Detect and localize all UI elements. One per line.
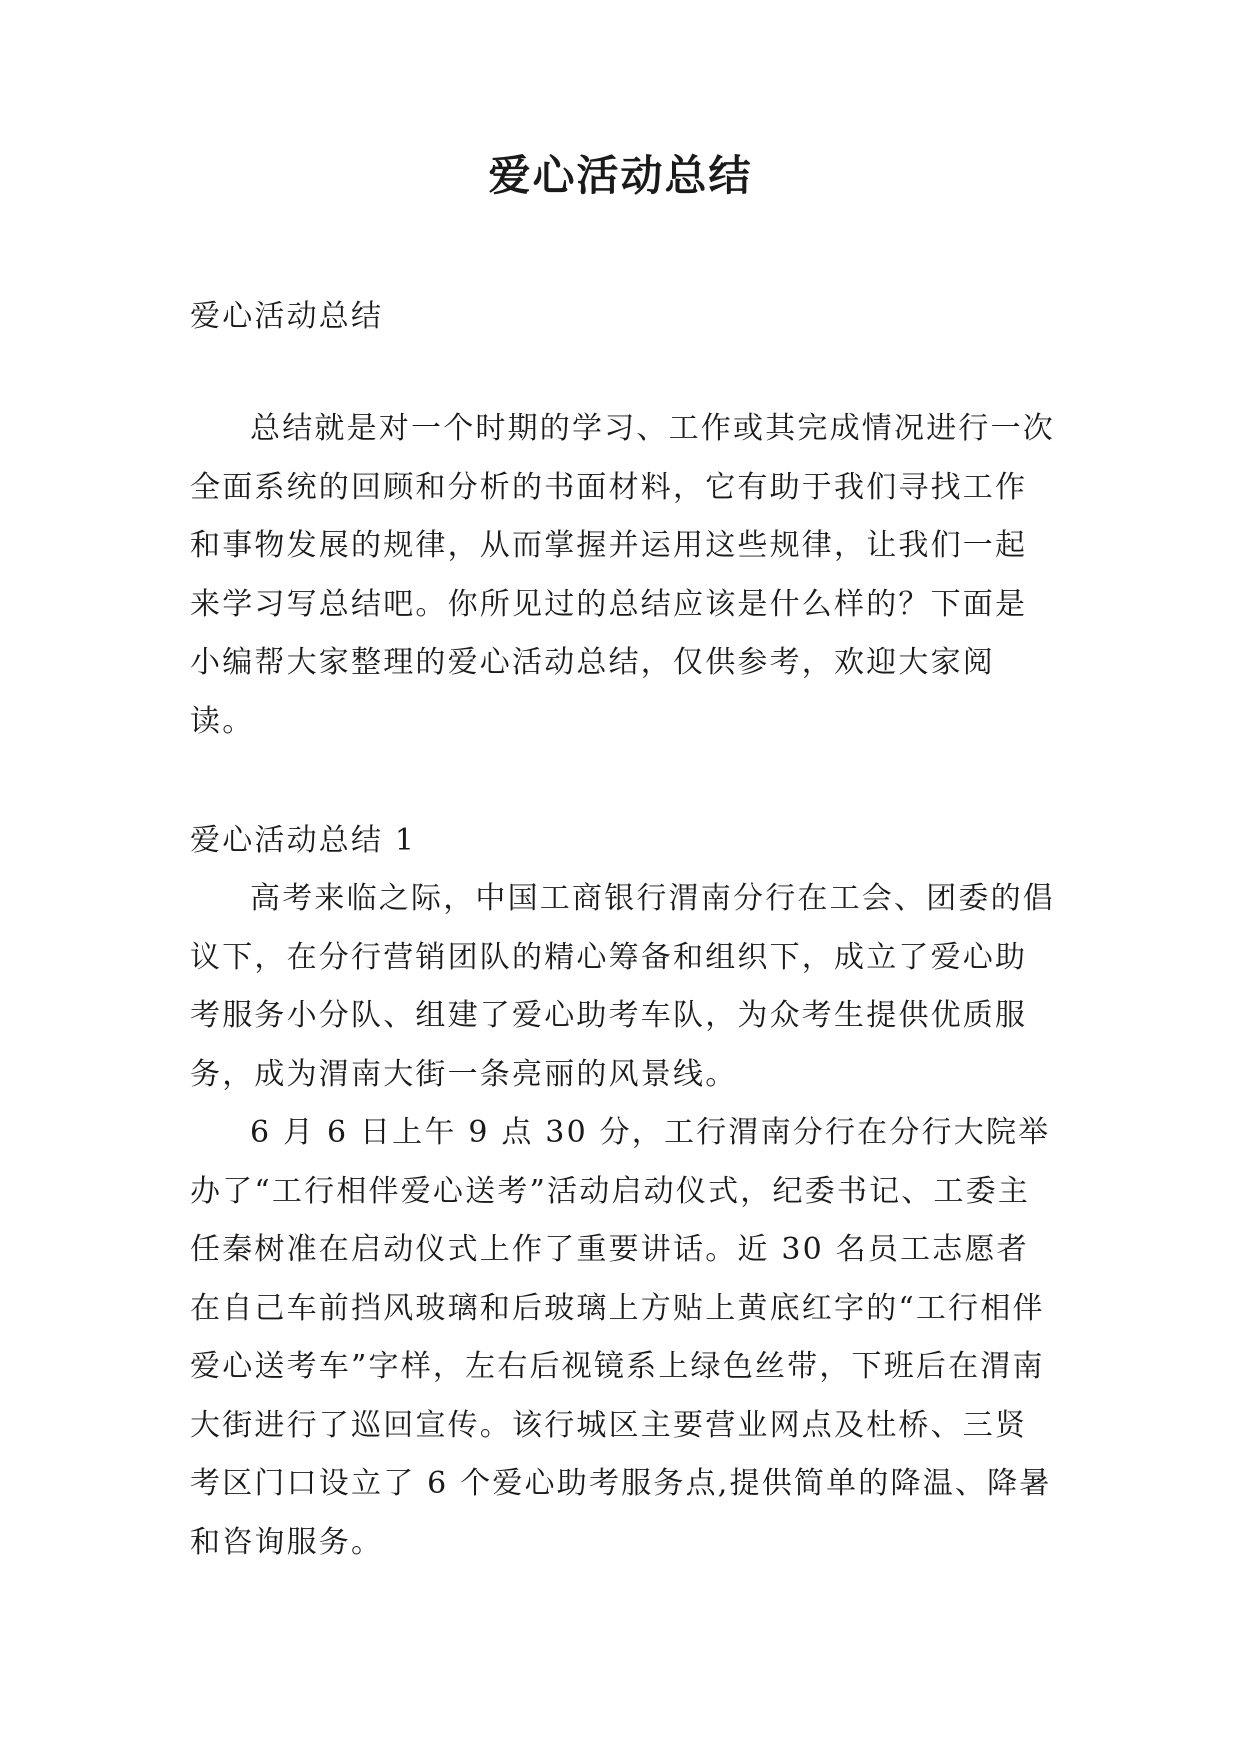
- body-paragraph-2: 6 月 6 日上午 9 点 30 分，工行渭南分行在分行大院举办了“工行相伴爱心送考”活动启动仪式，纪委书记、工委主任秦树准在启动仪式上作了重要讲话。近 30 名员工志愿者在自己车前挡风玻璃和后玻璃上方贴上黄底红字的“工行相伴爱心送考车”字样，左右后视镜系上绿色丝带，下班后在渭南大街进行了巡回宣传。该行城区主要营业网点及杜桥、三贤考区门口设立了 6 个爱心助考服务点,提供简单的降温、降暑和咨询服务。: [190, 1115, 1052, 1560]
- body-paragraph-1: 高考来临之际，中国工商银行渭南分行在工会、团委的倡议下，在分行营销团队的精心筹备和组织下，成立了爱心助考服务小分队、组建了爱心助考车队，为众考生提供优质服务，成为渭南大街一条亮丽的风景线。: [190, 881, 1055, 1092]
- document-subtitle: 爱心活动总结: [190, 299, 384, 334]
- intro-paragraph: 总结就是对一个时期的学习、工作或其完成情况进行一次全面系统的回顾和分析的书面材料，它有助于我们寻找工作和事物发展的规律，从而掌握并运用这些规律，让我们一起来学习写总结吧。你所见过的总结应该是什么样的？下面是小编帮大家整理的爱心活动总结，仅供参考，欢迎大家阅读。: [190, 411, 1055, 739]
- section-heading: 爱心活动总结 1: [190, 823, 417, 858]
- document-title: 爱心活动总结: [488, 151, 753, 200]
